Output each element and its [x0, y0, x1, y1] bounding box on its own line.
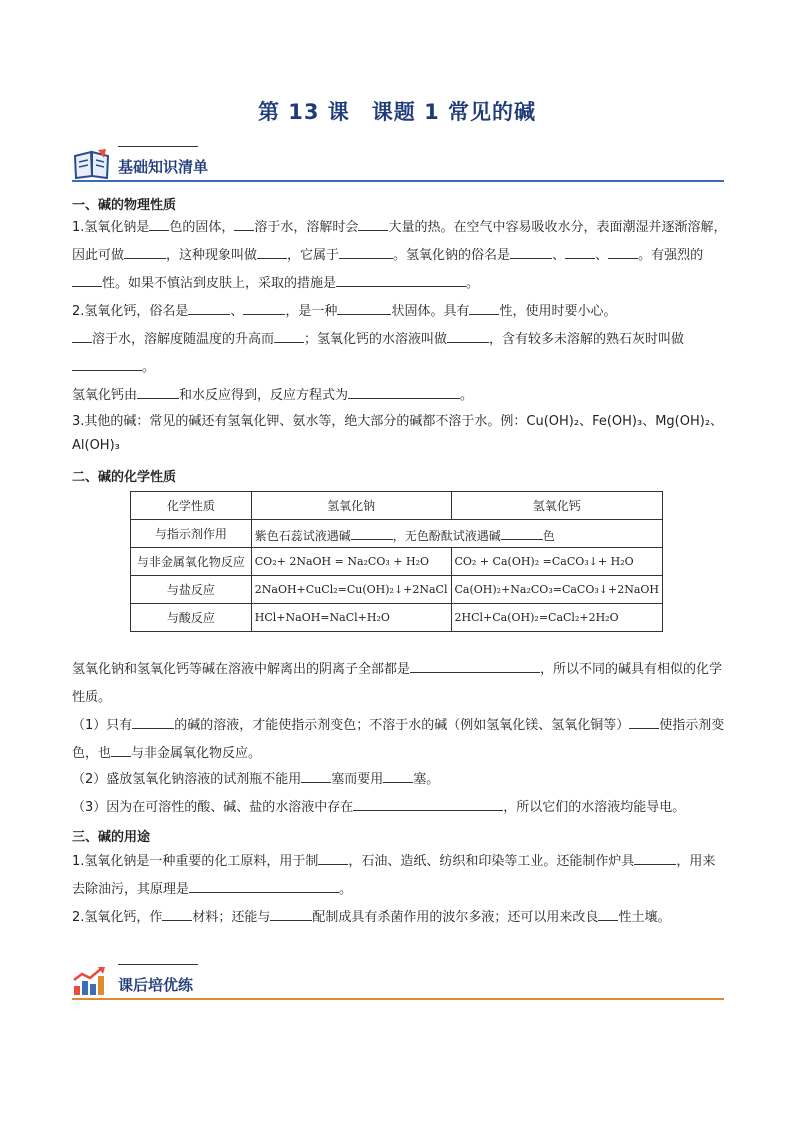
paragraph-anion: 氢氧化钠和氢氧化钙等碱在溶液中解离出的阴离子全部都是 ，所以不同的碱具有相似的化学性质。 [72, 656, 727, 712]
heading-physical-properties: 一、碱的物理性质 [72, 198, 177, 213]
paragraph-note-1: （1）只有 的碱的溶液，才能使指示剂变色；不溶于水的碱（例如氢氧化镁、氢氧化铜等） 使指示剂变色，也 与非金属氧化物反应。 [72, 712, 727, 768]
table-cell-caoh2: CO₂ + Ca(OH)₂ =CaCO₃↓+ H₂O [451, 548, 663, 576]
table-header: 氢氧化钙 [451, 492, 663, 520]
section-top-rule [118, 146, 198, 147]
table-cell-indicator: 紫色石蕊试液遇碱 ，无色酚酞试液遇碱 色 [251, 520, 662, 548]
paragraph-caoh2-uses: 2.氢氧化钙，作 材料；还能与 配制成具有杀菌作用的波尔多液；还可以用来改良 性土壤。 [72, 904, 727, 932]
paragraph-note-3: （3）因为在可溶性的酸、碱、盐的水溶液中存在 ，所以它们的水溶液均能导电。 [72, 794, 727, 822]
chemical-properties-table [130, 491, 663, 632]
bar-chart-icon [72, 966, 108, 996]
table-cell-caoh2: 2HCl+Ca(OH)₂=CaCl₂+2H₂O [451, 604, 663, 632]
table-cell-naoh: 2NaOH+CuCl₂=Cu(OH)₂↓+2NaCl [251, 576, 451, 604]
table-cell-naoh: HCl+NaOH=NaCl+H₂O [251, 604, 451, 632]
book-icon [72, 148, 112, 180]
heading-chemical-properties: 二、碱的化学性质 [72, 470, 177, 485]
section-rule-blue [72, 180, 724, 182]
paragraph-naoh-uses: 1.氢氧化钠是一种重要的化工原料，用于制 ，石油、造纸、纺织和印染等工业。还能制作炉具 ，用来去除油污，其原理是 。 [72, 848, 727, 904]
table-cell-label: 与指示剂作用 [131, 520, 252, 548]
section-heading-basics: 基础知识清单 [118, 158, 209, 176]
table-row [131, 520, 663, 548]
paragraph-note-2: （2）盛放氢氧化钠溶液的试剂瓶不能用 塞而要用 塞。 [72, 766, 727, 794]
table-row [131, 548, 663, 576]
page-title: 第 13 课 课题 1 常见的碱 [257, 100, 537, 124]
table-cell-label: 与酸反应 [131, 604, 252, 632]
section-heading-practice: 课后培优练 [118, 976, 194, 994]
section-rule-orange [72, 998, 724, 1000]
table-cell-label: 与盐反应 [131, 576, 252, 604]
heading-uses: 三、碱的用途 [72, 830, 151, 845]
table-cell-caoh2: Ca(OH)₂+Na₂CO₃=CaCO₃↓+2NaOH [451, 576, 663, 604]
paragraph-caoh2-source: 氢氧化钙由 和水反应得到，反应方程式为 。 [72, 382, 727, 410]
table-header: 化学性质 [131, 492, 252, 520]
table-header-row [131, 492, 663, 520]
table-cell-label: 与非金属氧化物反应 [131, 548, 252, 576]
table-row [131, 576, 663, 604]
table-row [131, 604, 663, 632]
paragraph-other-bases: 3.其他的碱：常见的碱还有氢氧化钾、氨水等，绝大部分的碱都不溶于水。例：Cu(OH)₂、Fe(OH)₃、Mg(OH)₂、Al(OH)₃ [72, 414, 724, 453]
section-top-rule [118, 964, 198, 965]
paragraph-naoh: 1.氢氧化钠是 色的固体， 溶于水，溶解时会 大量的热。在空气中容易吸收水分，表面潮湿并逐渐溶解，因此可做 ，这种现象叫做 ，它属于 。氢氧化钠的俗名是 、 、 。有强烈的性。如果不慎沾到皮肤上，采取的措施是 。 [72, 214, 727, 298]
table-cell-naoh: CO₂+ 2NaOH = Na₂CO₃ + H₂O [251, 548, 451, 576]
paragraph-caoh2: 2.氢氧化钙，俗名是 、 ，是一种 状固体。具有 性，使用时要小心。 溶于水，溶解度随温度的升高而 ；氢氧化钙的水溶液叫做 ，含有较多未溶解的熟石灰时叫做。 [72, 298, 727, 382]
table-header: 氢氧化钠 [251, 492, 451, 520]
